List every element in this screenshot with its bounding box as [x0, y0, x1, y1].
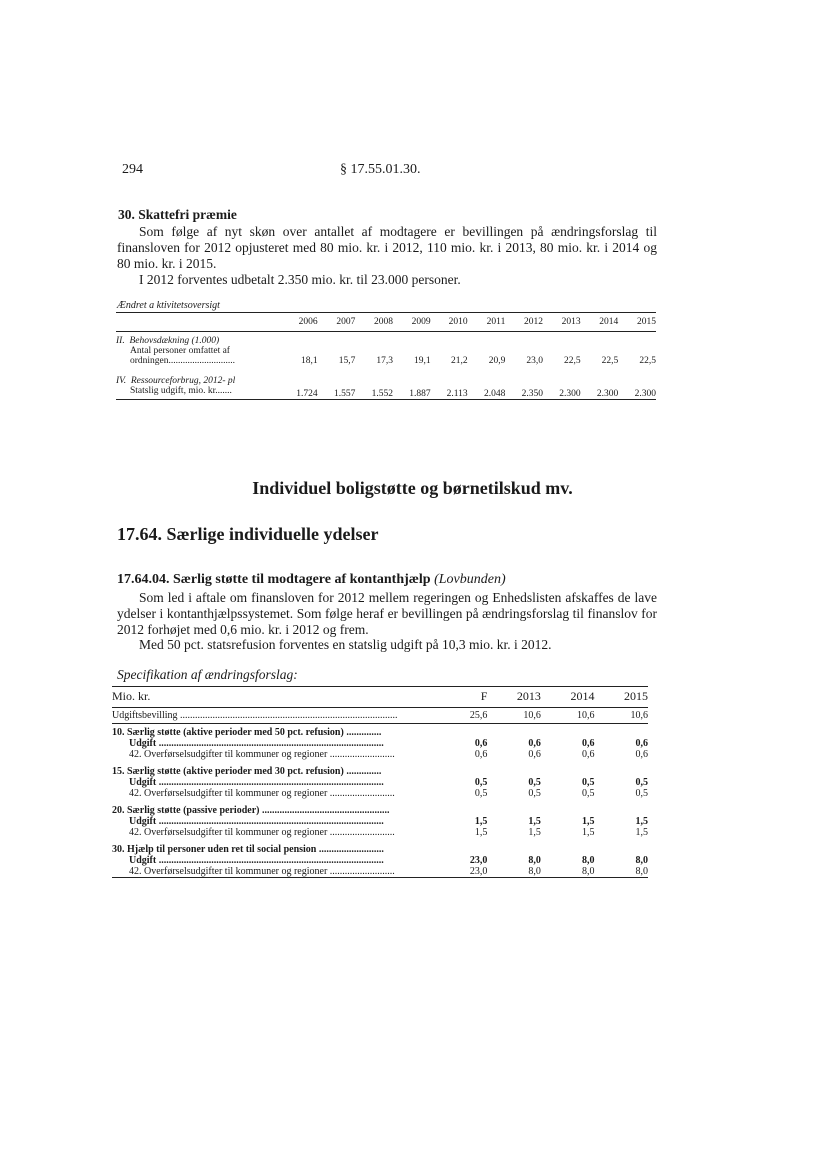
paragraph-reference: § 17.55.01.30.: [340, 162, 421, 177]
cell-value: 22,5: [601, 356, 619, 366]
cell-value: 2.350: [521, 389, 543, 399]
cell-value: 0,5: [635, 788, 648, 799]
page-number: 294: [122, 162, 143, 177]
cell-value: 1,5: [474, 816, 488, 827]
row-label: ordningen............................: [130, 356, 236, 366]
cell-value: 0,6: [581, 749, 595, 760]
row-label: Udgift ..........................................................................................: [129, 738, 384, 749]
section-30-paragraph-2: I 2012 forventes udbetalt 2.350 mio. kr. til 23.000 personer.: [139, 272, 461, 287]
cell-value: 1,5: [635, 827, 648, 838]
spec-header-row: [112, 687, 648, 708]
year-header: 2014: [599, 317, 619, 327]
cell-value: 2.300: [634, 389, 656, 399]
cell-value: 0,5: [528, 777, 541, 788]
row-label: Udgiftsbevilling .......................................................................................: [112, 710, 398, 721]
cell-value: 1.724: [296, 389, 318, 399]
table-row: [112, 777, 648, 788]
row-label: Udgift ..........................................................................................: [129, 816, 384, 827]
section-30-heading: 30. Skattefri præmie: [118, 207, 237, 222]
cell-value: 0,5: [581, 788, 595, 799]
activity-table: [116, 312, 656, 400]
group-title: 20. Særlig støtte (passive perioder) ...................................................: [112, 805, 390, 816]
column-header: 2014: [570, 689, 595, 703]
row-label: Statslig udgift, mio. kr.......: [130, 386, 232, 396]
table-row: [112, 708, 648, 724]
activity-table-caption: Ændret a ktivitetsoversigt: [117, 300, 220, 311]
cell-value: 0,6: [581, 738, 595, 749]
cell-value: 15,7: [338, 356, 356, 366]
row-label: Udgift ..........................................................................................: [129, 777, 384, 788]
account-heading: [117, 572, 506, 588]
cell-value: 0,5: [581, 777, 595, 788]
group-title: 30. Hjælp til personer uden ret til social pension ..........................: [112, 844, 384, 855]
group-title-row: [112, 805, 648, 816]
table-row: [112, 738, 648, 749]
cell-value: 8,0: [581, 855, 595, 866]
cell-value: 18,1: [301, 356, 318, 366]
account-heading-title: 17.64.04. Særlig støtte til modtagere af kontanthjælp: [117, 572, 431, 587]
cell-value: 0,5: [474, 777, 488, 788]
cell-value: 8,0: [528, 866, 541, 877]
cell-value: 1.552: [371, 389, 393, 399]
year-header: 2009: [411, 317, 431, 327]
cell-value: 19,1: [414, 356, 431, 366]
year-header: 2013: [561, 317, 581, 327]
cell-value: 17,3: [376, 356, 393, 366]
cell-value: 23,0: [526, 356, 543, 366]
cell-value: 0,5: [635, 777, 648, 788]
cell-value: 0,6: [528, 749, 541, 760]
cell-value: 0,6: [635, 749, 648, 760]
cell-value: 1,5: [528, 816, 541, 827]
cell-value: 1,5: [474, 827, 488, 838]
group-title-row: [112, 766, 648, 777]
table-row: [112, 749, 648, 760]
account-paragraph-1: Som led i aftale om finansloven for 2012 mellem regeringen og Enhedslisten afskaffes de lave ydelser i kontanthjælpssystemet. Som følge heraf er bevillingen på ændringsforslag til finanslov for 2012 forhøjet med 0,6 mio. kr. i 2012 og frem.: [117, 590, 657, 637]
activity-header-row: [116, 313, 656, 332]
specification-caption: Specifikation af ændringsforslag:: [117, 667, 298, 682]
account-heading-law: (Lovbunden): [434, 572, 506, 587]
table-row: [112, 788, 648, 799]
year-header: 2012: [523, 317, 543, 327]
cell-value: 22,5: [564, 356, 581, 366]
year-header: 2006: [298, 317, 318, 327]
cell-value: 1,5: [581, 827, 595, 838]
cell-value: 10,6: [576, 710, 595, 721]
cell-value: 0,5: [528, 788, 541, 799]
section-30-paragraph-1: Som følge af nyt skøn over antallet af modtagere er bevillingen på ændringsforslag til finansloven for 2012 opjusteret med 80 mio. kr. i 2012, 110 mio. kr. i 2013, 80 mio. kr. i 2014 og 80 mio. kr. i 2015.: [117, 224, 657, 271]
group-title-row: [112, 844, 648, 855]
specification-table: [112, 686, 648, 878]
cell-value: 0,5: [474, 788, 488, 799]
group-title: Ressourceforbrug, 2012- pl: [130, 376, 236, 386]
cell-value: 8,0: [528, 855, 541, 866]
cell-value: 2.300: [596, 389, 619, 399]
cell-value: 8,0: [635, 855, 648, 866]
column-header: 2015: [624, 689, 648, 703]
cell-value: 0,6: [528, 738, 541, 749]
row-label: 42. Overførselsudgifter til kommuner og regioner ..........................: [129, 749, 395, 760]
group-title: 10. Særlig støtte (aktive perioder med 50 pct. refusion) ..............: [112, 727, 382, 738]
group-title: 15. Særlig støtte (aktive perioder med 30 pct. refusion) ..............: [112, 766, 382, 777]
cell-value: 8,0: [581, 866, 595, 877]
row-label: 42. Overførselsudgifter til kommuner og regioner ..........................: [129, 827, 395, 838]
cell-value: 0,6: [635, 738, 648, 749]
cell-value: 2.113: [446, 389, 468, 399]
account-paragraph-2: Med 50 pct. statsrefusion forventes en statslig udgift på 10,3 mio. kr. i 2012.: [139, 637, 552, 652]
cell-value: 8,0: [635, 866, 648, 877]
table-row: [116, 356, 656, 366]
table-row: [112, 866, 648, 878]
cell-value: 1.557: [333, 389, 356, 399]
table-row: [112, 827, 648, 838]
cell-value: 1,5: [581, 816, 595, 827]
cell-value: 1,5: [528, 827, 541, 838]
chapter-heading: 17.64. Særlige individuelle ydelser: [117, 524, 379, 544]
group-title: Behovsdækning (1.000): [129, 336, 220, 346]
table-row: [112, 816, 648, 827]
row-label: Antal personer omfattet af: [130, 346, 230, 356]
cell-value: 21,2: [451, 356, 468, 366]
cell-value: 1,5: [635, 816, 648, 827]
cell-value: 20,9: [488, 356, 506, 366]
year-header: 2011: [486, 317, 506, 327]
column-header: Mio. kr.: [112, 689, 151, 703]
row-label: 42. Overførselsudgifter til kommuner og regioner ..........................: [129, 866, 395, 877]
group-title-row: [112, 727, 648, 738]
cell-value: 2.048: [483, 389, 506, 399]
row-label: Udgift ..........................................................................................: [129, 855, 384, 866]
year-header: 2008: [373, 317, 393, 327]
cell-value: 22,5: [639, 356, 656, 366]
group-label-row: [116, 346, 656, 356]
row-label: 42. Overførselsudgifter til kommuner og regioner ..........................: [129, 788, 395, 799]
cell-value: 10,6: [523, 710, 541, 721]
part-heading: Individuel boligstøtte og børnetilskud mv.: [252, 478, 573, 498]
cell-value: 0,6: [474, 749, 488, 760]
table-row: [116, 386, 656, 400]
group-title-row: [116, 336, 656, 346]
column-header: F: [480, 689, 488, 703]
year-header: 2010: [448, 317, 468, 327]
cell-value: 1.887: [409, 389, 431, 399]
group-title-row: [116, 376, 656, 386]
cell-value: 10,6: [630, 710, 648, 721]
cell-value: 23,0: [469, 855, 488, 866]
cell-value: 23,0: [469, 866, 488, 877]
column-header: 2013: [516, 689, 541, 703]
cell-value: 2.300: [559, 389, 581, 399]
group-roman: II.: [116, 336, 125, 346]
year-header: 2015: [637, 317, 656, 327]
group-roman: IV.: [116, 376, 127, 386]
cell-value: 25,6: [469, 710, 488, 721]
year-header: 2007: [336, 317, 356, 327]
table-row: [112, 855, 648, 866]
cell-value: 0,6: [474, 738, 488, 749]
